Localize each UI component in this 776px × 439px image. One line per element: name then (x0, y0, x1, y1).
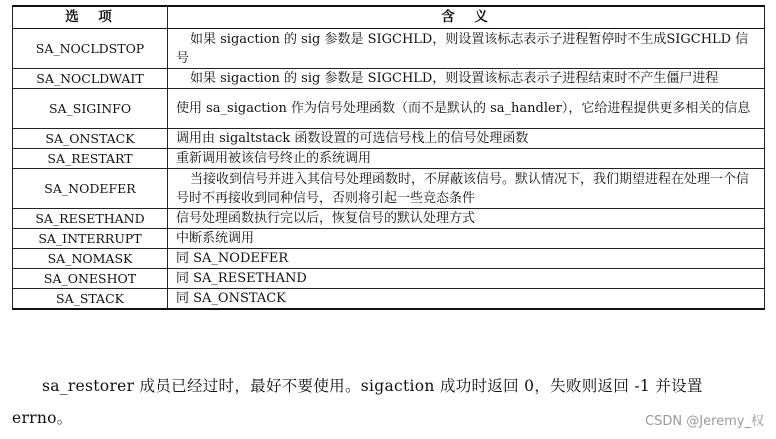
flag-description: 如果 sigaction 的 sig 参数是 SIGCHLD，则设置该标志表示子进程暂停时不生成SIGCHLD 信号 (168, 29, 765, 69)
table-row (13, 89, 765, 129)
flag-description: 同 SA_NODEFER (168, 249, 765, 269)
body-paragraph: sa_restorer 成员已经过时，最好不要使用。sigaction 成功时返回 0，失败则返回 -1 并设置 errno。 (12, 377, 703, 427)
flag-description: 如果 sigaction 的 sig 参数是 SIGCHLD，则设置该标志表示子进程结束时不产生僵尸进程 (168, 69, 765, 89)
flag-name: SA_NOCLDWAIT (13, 69, 168, 89)
header-meaning: 含 义 (168, 6, 765, 29)
table-row (13, 129, 765, 149)
table-header-row (13, 6, 765, 29)
table-row (13, 249, 765, 269)
flag-name: SA_RESTART (13, 149, 168, 169)
sigaction-flags-table (12, 5, 765, 310)
table-row (13, 69, 765, 89)
flag-name: SA_STACK (13, 289, 168, 310)
table-row (13, 29, 765, 69)
flag-description: 中断系统调用 (168, 229, 765, 249)
flag-name: SA_NOCLDSTOP (13, 29, 168, 69)
flag-description: 信号处理函数执行完以后，恢复信号的默认处理方式 (168, 209, 765, 229)
flag-name: SA_SIGINFO (13, 89, 168, 129)
header-option: 选 项 (13, 6, 168, 29)
flag-description: 使用 sa_sigaction 作为信号处理函数（而不是默认的 sa_handler），它给进程提供更多相关的信息 (168, 89, 765, 129)
flag-name: SA_NOMASK (13, 249, 168, 269)
table-row (13, 169, 765, 209)
table-row (13, 289, 765, 310)
flag-name: SA_RESETHAND (13, 209, 168, 229)
table-row (13, 269, 765, 289)
flag-description: 同 SA_RESETHAND (168, 269, 765, 289)
flag-description: 同 SA_ONSTACK (168, 289, 765, 310)
table-row (13, 229, 765, 249)
flag-name: SA_NODEFER (13, 169, 168, 209)
table-row (13, 209, 765, 229)
flag-name: SA_ONESHOT (13, 269, 168, 289)
flag-description: 重新调用被该信号终止的系统调用 (168, 149, 765, 169)
csdn-watermark: CSDN @Jeremy_权 (645, 414, 764, 429)
flag-name: SA_ONSTACK (13, 129, 168, 149)
flag-name: SA_INTERRUPT (13, 229, 168, 249)
flag-description: 调用由 sigaltstack 函数设置的可选信号栈上的信号处理函数 (168, 129, 765, 149)
flag-description: 当接收到信号并进入其信号处理函数时，不屏蔽该信号。默认情况下，我们期望进程在处理一个信号时不再接收到同种信号，否则将引起一些竞态条件 (168, 169, 765, 209)
table-row (13, 149, 765, 169)
